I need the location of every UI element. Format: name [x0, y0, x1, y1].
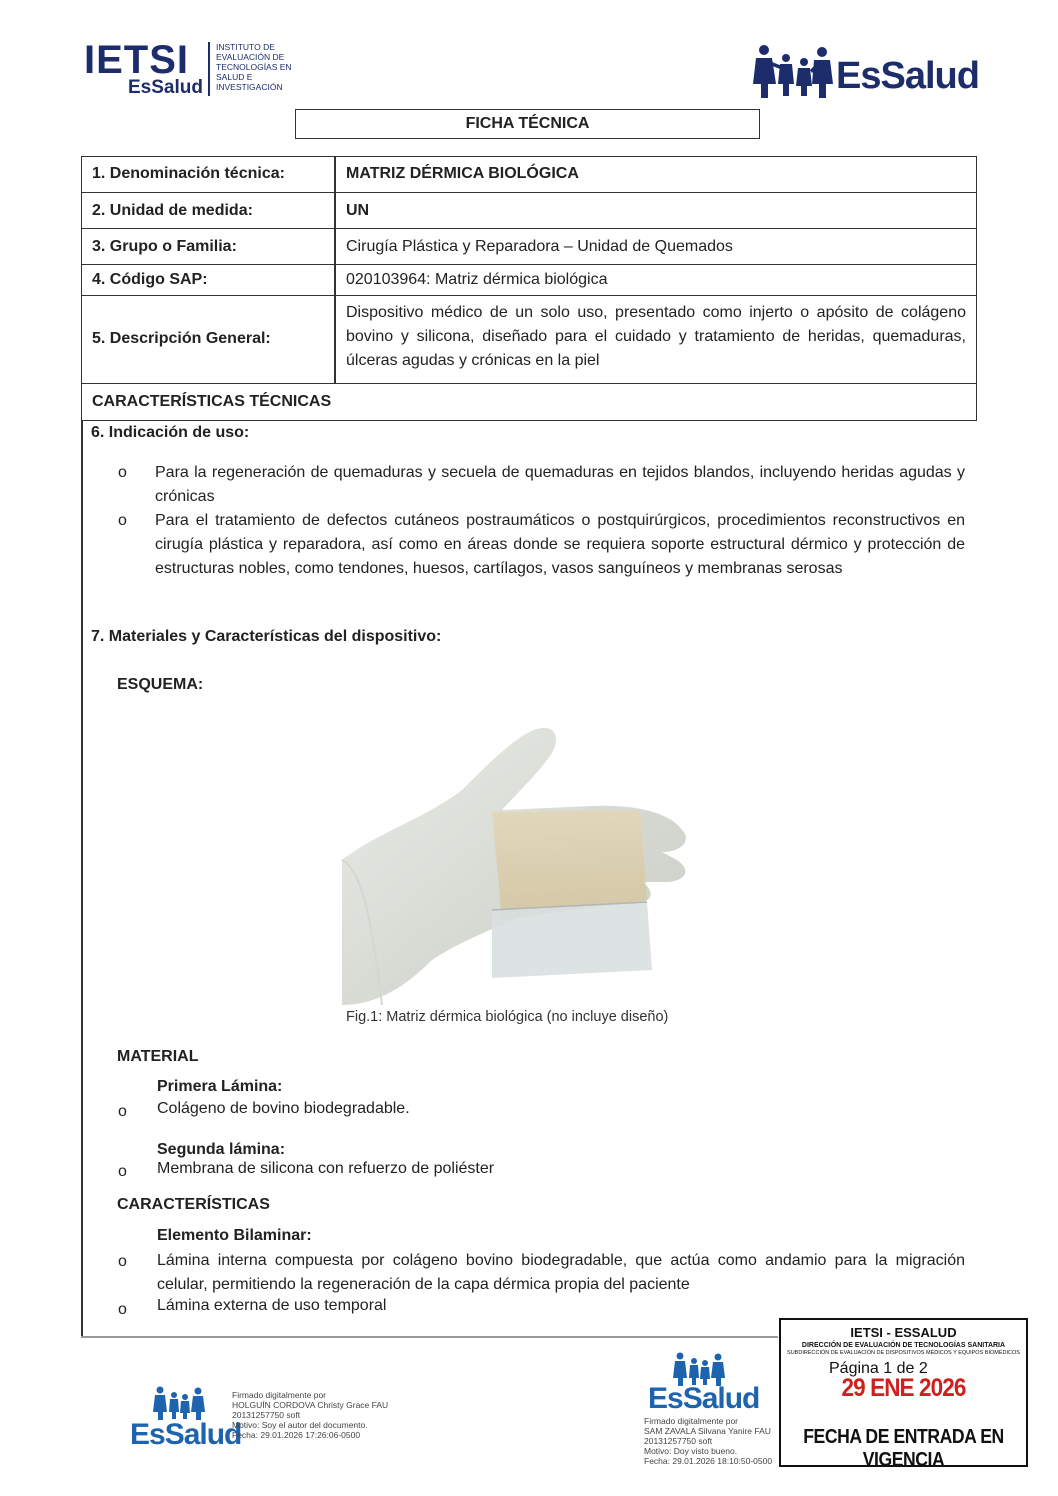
stamp-direction: DIRECCIÓN DE EVALUACIÓN DE TECNOLOGÍAS SANITARIA	[801, 1342, 1006, 1349]
lamina1-title: Primera Lámina:	[157, 1078, 283, 1095]
list-item: Lámina interna compuesta por colágeno bovino biodegradable, que actúa como andamio para la migración celular, permitiendo la regeneración de la capa dérmica propia del paciente	[157, 1252, 965, 1293]
family-icon	[152, 1386, 206, 1420]
essalud-logo-word: EsSalud	[836, 55, 979, 97]
essalud-logo-word: EsSalud	[130, 1418, 242, 1451]
signature-line: Fecha: 29.01.2026 17:26:06-0500	[232, 1430, 361, 1440]
row-label: 3. Grupo o Familia:	[92, 238, 237, 255]
digital-signature-1	[232, 1390, 388, 1440]
signature-line: HOLGUÍN CORDOVA Christy Grace FAU	[232, 1400, 389, 1410]
signature-line: Firmado digitalmente por	[644, 1416, 739, 1426]
section-7-title: 7. Materiales y Características del dispositivo:	[91, 628, 442, 645]
lamina2-title: Segunda lámina:	[157, 1141, 286, 1158]
table-section-header	[81, 383, 977, 421]
row-value: Dispositivo médico de un solo uso, presentado como injerto o apósito de colágeno bovino y silicona, diseñado para el cuidado y tratamiento de heridas, quemaduras, úlceras agudas y crónicas en la piel	[346, 304, 966, 369]
family-icon	[752, 44, 834, 98]
signature-line: Firmado digitalmente por	[232, 1390, 327, 1400]
essalud-logo	[752, 44, 982, 100]
ietsi-institute-line: INSTITUTO DE	[216, 42, 275, 52]
signature-line: 20131257750 soft	[644, 1436, 713, 1446]
section-6-title: 6. Indicación de uso:	[91, 424, 250, 441]
bullet-marker: o	[118, 1103, 127, 1120]
bullet-marker: o	[118, 1253, 127, 1270]
bullet-marker: o	[118, 1301, 127, 1318]
page-left-border	[81, 420, 83, 1338]
signature-essalud-logo	[646, 1352, 760, 1416]
signature-line: 20131257750 soft	[232, 1410, 301, 1420]
column-divider	[334, 193, 336, 228]
row-value: Cirugía Plástica y Reparadora – Unidad de Quemados	[346, 238, 733, 255]
row-label: 4. Código SAP:	[92, 271, 208, 288]
stamp-date: 29 ENE 2026	[841, 1374, 966, 1402]
row-label: 2. Unidad de medida:	[92, 202, 253, 219]
bilaminar-title: Elemento Bilaminar:	[157, 1227, 312, 1244]
figure-caption: Fig.1: Matriz dérmica biológica (no incluye diseño)	[346, 1009, 669, 1025]
signature-line: Motivo: Soy el autor del documento.	[232, 1420, 368, 1430]
list-item: Para el tratamiento de defectos cutáneos postraumáticos o postquirúrgicos, procedimientos reconstructivos en cirugía plástica y reparadora, así como en áreas donde se requiera soporte estructural dérmico y protección de estructuras nobles, como tendones, huesos, cartílagos, vasos sanguíneos y membranas serosas	[155, 512, 965, 577]
bullet-marker: o	[118, 1163, 127, 1180]
esquema-label: ESQUEMA:	[117, 676, 204, 693]
signature-line: SAM ZAVALA Silvana Yanire FAU	[644, 1426, 771, 1436]
glove-matrix-image	[342, 720, 714, 1005]
row-value: MATRIZ DÉRMICA BIOLÓGICA	[346, 165, 579, 182]
ietsi-logo-essalud: EsSalud	[128, 77, 203, 98]
lamina1-text: Colágeno de bovino biodegradable.	[157, 1100, 410, 1117]
ietsi-institute-line: TECNOLOGÍAS EN	[216, 62, 292, 72]
ietsi-institute-line: INVESTIGACIÓN	[216, 82, 283, 92]
list-item: Lámina externa de uso temporal	[157, 1297, 387, 1314]
column-divider	[334, 296, 336, 383]
ietsi-logo	[84, 40, 324, 100]
column-divider	[334, 157, 336, 192]
bullet-marker: o	[118, 464, 127, 481]
document-title: FICHA TÉCNICA	[295, 109, 760, 139]
list-item: Para la regeneración de quemaduras y secuela de quemaduras en tejidos blandos, incluyendo heridas agudas y crónicas	[155, 464, 965, 505]
ietsi-logo-word: IETSI	[84, 38, 190, 82]
stamp-vigencia-label: FECHA DE ENTRADA EN VIGENCIA	[803, 1426, 1004, 1471]
row-label: 1. Denominación técnica:	[92, 165, 285, 182]
signature-essalud-logo	[128, 1386, 242, 1451]
ietsi-institute-line: SALUD E	[216, 72, 253, 82]
table-row	[81, 264, 977, 295]
table-row	[81, 295, 977, 383]
essalud-logo-word: EsSalud	[648, 1382, 760, 1415]
table-row	[81, 228, 977, 264]
family-icon	[672, 1352, 726, 1386]
digital-signature-2	[644, 1416, 772, 1466]
column-divider	[334, 229, 336, 264]
lamina2-text: Membrana de silicona con refuerzo de poliéster	[157, 1160, 495, 1177]
ietsi-institute-line: EVALUACIÓN DE	[216, 52, 285, 62]
material-heading: MATERIAL	[117, 1048, 199, 1065]
page-number: Página 1 de 2	[829, 1360, 928, 1377]
table-row	[81, 192, 977, 228]
ietsi-institute-name	[216, 42, 326, 92]
tech-characteristics-heading: CARACTERÍSTICAS TÉCNICAS	[92, 393, 332, 410]
caracteristicas-heading: CARACTERÍSTICAS	[117, 1196, 270, 1213]
stamp-subdirection: SUBDIRECCIÓN DE EVALUACIÓN DE DISPOSITIVOS MÉDICOS Y EQUIPOS BIOMÉDICOS	[787, 1350, 1020, 1356]
stamp-title: IETSI - ESSALUD	[850, 1325, 957, 1340]
row-value: UN	[346, 202, 370, 219]
table-row	[81, 156, 977, 192]
bullet-marker: o	[118, 512, 127, 529]
ietsi-logo-divider	[208, 42, 210, 96]
column-divider	[334, 265, 336, 295]
row-label: 5. Descripción General:	[92, 330, 271, 347]
signature-line: Fecha: 29.01.2026 18:10:50-0500	[644, 1456, 773, 1466]
footer-divider	[81, 1336, 778, 1338]
validity-stamp	[779, 1318, 1028, 1471]
signature-line: Motivo: Doy visto bueno.	[644, 1446, 738, 1456]
row-value: 020103964: Matriz dérmica biológica	[346, 271, 608, 288]
